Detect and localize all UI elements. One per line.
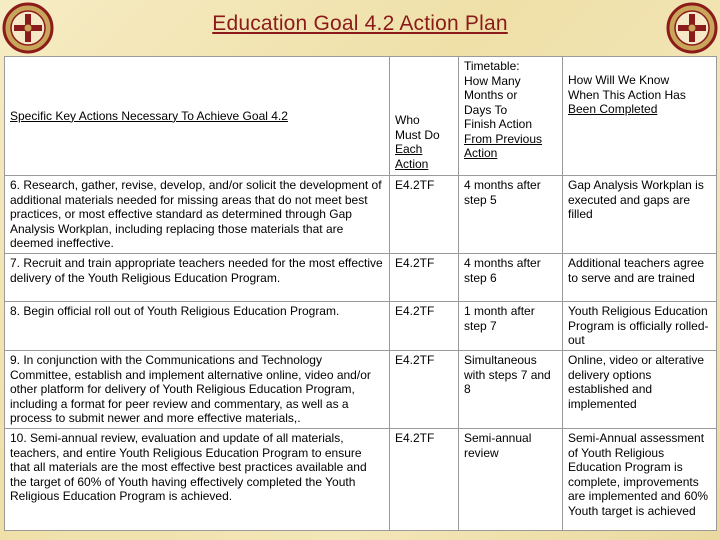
timetable-cell: 4 months after step 6 [459, 254, 563, 302]
table-row [5, 176, 717, 254]
action-cell: 7. Recruit and train appropriate teachers needed for the most effective delivery of the Youth Religious Education Program. [5, 254, 390, 302]
header-who: Who Must Do Each Action [390, 57, 459, 176]
table-header-row [5, 57, 717, 176]
header-key-actions: Specific Key Actions Necessary To Achieve Goal 4.2 [5, 57, 390, 176]
who-cell: E4.2TF [390, 254, 459, 302]
completion-cell: Youth Religious Education Program is officially rolled-out [563, 302, 717, 351]
header-timetable: Timetable: How Many Months or Days To Finish Action From Previous Action [459, 57, 563, 176]
timetable-cell: 4 months after step 5 [459, 176, 563, 254]
table-row [5, 351, 717, 429]
table-row [5, 302, 717, 351]
table-row [5, 429, 717, 531]
timetable-cell: Semi-annual review [459, 429, 563, 531]
table-row [5, 254, 717, 302]
who-cell: E4.2TF [390, 176, 459, 254]
header-completion: How Will We Know When This Action Has Been Completed [563, 57, 717, 176]
action-cell: 9. In conjunction with the Communications and Technology Committee, establish and implement alternative online, video and/or other platform for delivery of Youth Religious Education Program, including a format for peer review and commentary, as well as a process to submit newer and more effective materials,. [5, 351, 390, 429]
completion-cell: Semi-Annual assessment of Youth Religious Education Program is complete, improvements are implemented and 60% Youth target is achieved [563, 429, 717, 531]
who-cell: E4.2TF [390, 302, 459, 351]
completion-cell: Online, video or alterative delivery options established and implemented [563, 351, 717, 429]
completion-cell: Gap Analysis Workplan is executed and gaps are filled [563, 176, 717, 254]
action-cell: 8. Begin official roll out of Youth Religious Education Program. [5, 302, 390, 351]
timetable-cell: Simultaneous with steps 7 and 8 [459, 351, 563, 429]
page-title: Education Goal 4.2 Action Plan [212, 12, 508, 35]
action-cell: 6. Research, gather, revise, develop, and/or solicit the development of additional materials needed for missing areas that do not meet best practices, or most effective standard as determined through Gap Analysis Workplan, including replacing those materials that are deemed ineffective. [5, 176, 390, 254]
action-cell: 10. Semi-annual review, evaluation and update of all materials, teachers, and entire Youth Religious Education Program to ensure that all materials are the most effective best practices available and the target of 60% of Youth having effectively completed the Youth Religious Education Program is achieved. [5, 429, 390, 531]
completion-cell: Additional teachers agree to serve and are trained [563, 254, 717, 302]
who-cell: E4.2TF [390, 429, 459, 531]
action-plan-table [4, 56, 717, 531]
who-cell: E4.2TF [390, 351, 459, 429]
timetable-cell: 1 month after step 7 [459, 302, 563, 351]
